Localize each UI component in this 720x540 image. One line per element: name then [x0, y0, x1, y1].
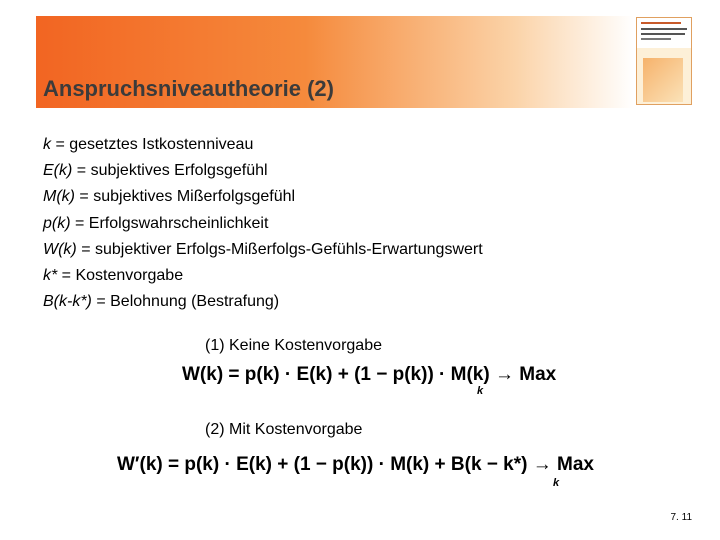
- case-1-subscript: k: [477, 385, 484, 397]
- definition-symbol: W(k): [43, 240, 77, 258]
- definition-item: [43, 237, 483, 263]
- definition-list: [43, 132, 483, 315]
- page-number: 7. 11: [670, 512, 692, 523]
- definition-text: = subjektives Mißerfolgsgefühl: [74, 188, 296, 206]
- definition-text: = subjektiver Erfolgs-Mißerfolgs-Gefühls-Erwartungswert: [76, 240, 483, 258]
- definition-item: [43, 158, 483, 184]
- definition-symbol: k: [43, 136, 51, 153]
- definition-text: = subjektives Erfolgsgefühl: [72, 162, 268, 180]
- definition-text: = Kostenvorgabe: [57, 267, 184, 285]
- definition-symbol: B(k-k*): [43, 293, 92, 311]
- case-2-subscript: k: [553, 477, 560, 489]
- definition-item: [43, 289, 483, 315]
- definition-item: [43, 263, 483, 289]
- book-cover-line: [641, 28, 687, 30]
- definition-symbol: E(k): [43, 162, 73, 180]
- definition-item: [43, 184, 483, 210]
- book-cover-line: [641, 33, 685, 35]
- definition-symbol: p(k): [43, 214, 71, 232]
- definition-symbol: M(k): [43, 188, 75, 206]
- case-1-label: (1) Keine Kostenvorgabe: [205, 337, 382, 354]
- definition-text: = gesetztes Istkostenniveau: [51, 136, 254, 153]
- definition-item: [43, 132, 483, 158]
- definition-text: = Belohnung (Bestrafung): [91, 293, 280, 311]
- book-cover-artwork: [643, 58, 683, 102]
- case-1-formula: W(k) = p(k) · E(k) + (1 − p(k)) · M(k) → Max: [182, 364, 557, 385]
- slide-title: Anspruchsniveautheorie (2): [43, 76, 334, 101]
- definition-symbol: k*: [43, 267, 58, 285]
- book-cover-line: [641, 38, 671, 40]
- book-cover-image: [636, 17, 692, 105]
- book-cover-line: [641, 22, 681, 24]
- case-2-label: (2) Mit Kostenvorgabe: [205, 421, 363, 438]
- definition-item: [43, 211, 483, 237]
- case-2-formula: W′(k) = p(k) · E(k) + (1 − p(k)) · M(k) + B(k − k*) → Max: [117, 454, 594, 475]
- definition-text: = Erfolgswahrscheinlichkeit: [70, 214, 269, 232]
